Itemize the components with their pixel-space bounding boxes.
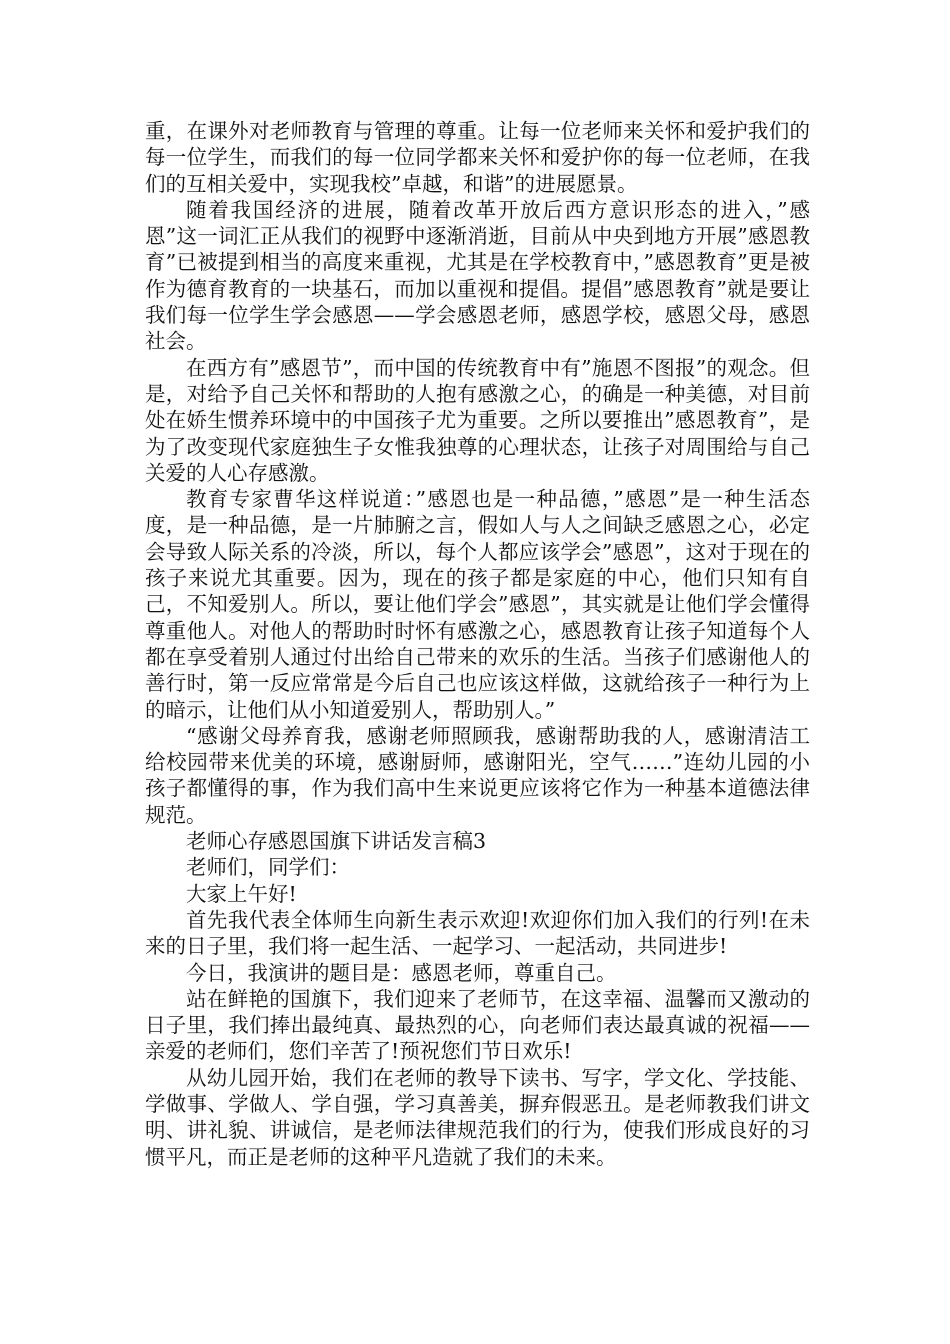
paragraph-3: 在西方有”感恩节”，而中国的传统教育中有”施恩不图报”的观念。但是，对给予自己关怀和帮助的人抱有感激之心，的确是一种美德，对目前处在娇生惯养环境中的中国孩子尤为重要。之所以要推出”感恩教育”，是为了改变现代家庭独生子女惟我独尊的心理状态，让孩子对周围给与自己关爱的人心存感激。	[145, 355, 810, 485]
paragraph-9: 首先我代表全体师生向新生表示欢迎!欢迎你们加入我们的行列!在未来的日子里，我们将一起生活、一起学习、一起活动，共同进步!	[145, 907, 810, 959]
paragraph-10: 今日，我演讲的题目是：感恩老师，尊重自己。	[186, 960, 617, 985]
document-body	[145, 118, 810, 1170]
paragraph-4: 教育专家曹华这样说道：”感恩也是一种品德，”感恩”是一种生活态度，是一种品德，是一片肺腑之言，假如人与人之间缺乏感恩之心，必定会导致人际关系的冷淡，所以，每个人都应该学会”感恩”，这对于现在的孩子来说尤其重要。因为，现在的孩子都是家庭的中心，他们只知有自己，不知爱别人。所以，要让他们学会”感恩”，其实就是让他们学会懂得尊重他人。对他人的帮助时时怀有感激之心，感恩教育让孩子知道每个人都在享受着别人通过付出给自己带来的欢乐的生活。当孩子们感谢他人的善行时，第一反应常常是今后自己也应该这样做，这就给孩子一种行为上的暗示，让他们从小知道爱别人，帮助别人。”	[145, 487, 810, 722]
paragraph-1: 重，在课外对老师教育与管理的尊重。让每一位老师来关怀和爱护我们的每一位学生，而我们的每一位同学都来关怀和爱护你的每一位老师，在我们的互相关爱中，实现我校”卓越，和谐”的进展愿景。	[145, 119, 810, 196]
section-title: 老师心存感恩国旗下讲话发言稿3	[186, 829, 487, 854]
greeting: 大家上午好!	[186, 881, 297, 906]
paragraph-5: “感谢父母养育我，感谢老师照顾我，感谢帮助我的人，感谢清洁工给校园带来优美的环境，感谢厨师，感谢阳光，空气……”连幼儿园的小孩子都懂得的事，作为我们高中生来说更应该将它作为一种基本道德法律规范。	[145, 723, 810, 827]
paragraph-2: 随着我国经济的进展，随着改革开放后西方意识形态的进入，”感恩”这一词汇正从我们的视野中逐渐消逝，目前从中央到地方开展”感恩教育”已被提到相当的高度来重视，尤其是在学校教育中，”感恩教育”更是被作为德育教育的一块基石，而加以重视和提倡。提倡”感恩教育”就是要让我们每一位学生学会感恩——学会感恩老师，感恩学校，感恩父母，感恩社会。	[145, 197, 810, 354]
paragraph-11: 站在鲜艳的国旗下，我们迎来了老师节，在这幸福、温馨而又激动的日子里，我们捧出最纯真、最热烈的心，向老师们表达最真诚的祝福——亲爱的老师们，您们辛苦了!预祝您们节日欢乐!	[145, 986, 810, 1064]
paragraph-12: 从幼儿园开始，我们在老师的教导下读书、写字，学文化、学技能、学做事、学做人、学自强，学习真善美，摒弃假恶丑。是老师教我们讲文明、讲礼貌、讲诚信，是老师法律规范我们的行为，使我们形成良好的习惯平凡，而正是老师的这种平凡造就了我们的未来。	[145, 1065, 810, 1169]
salutation: 老师们，同学们：	[186, 855, 350, 880]
